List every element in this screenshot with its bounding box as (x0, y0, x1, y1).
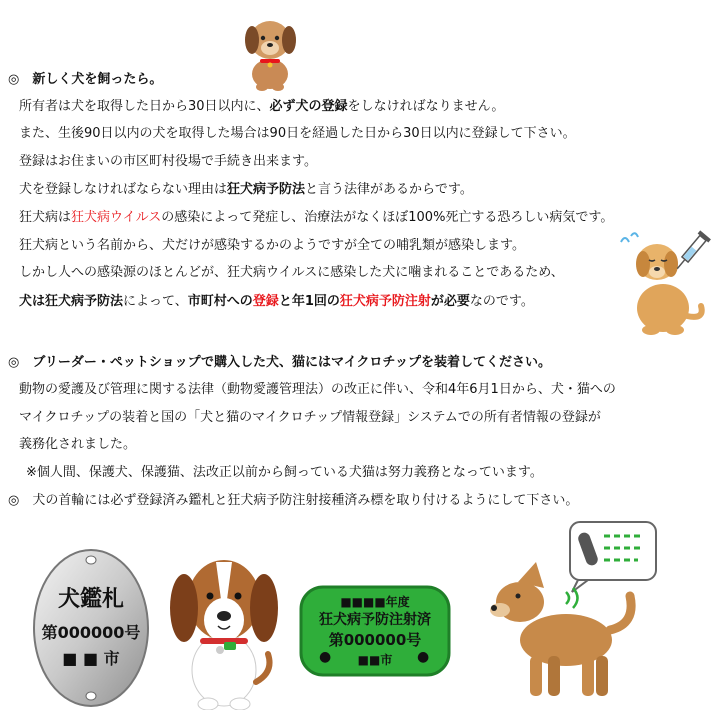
paragraph-line: 登録はお住まいの市区町村役場で手続き出来ます。 (19, 154, 317, 169)
license-tag-title: 犬鑑札 (57, 587, 124, 612)
paragraph-line: 犬を登録しなければならない理由は狂犬病予防法と言う法律があるからです。 (19, 182, 473, 197)
paragraph-line-emphasis: 犬は狂犬病予防法によって、市町村への登録と年1回の狂犬病予防注射が必要なのです。 (19, 294, 534, 309)
sick-dog-illustration (613, 228, 725, 336)
puppy-illustration (240, 14, 302, 92)
vaccine-tag (299, 585, 451, 677)
paragraph-line: マイクロチップの装着と国の「犬と猫のマイクロチップ情報登録」システムでの所有者情報の登録が (19, 410, 601, 425)
vaccine-tag-year: ■■■■年度 (340, 595, 410, 609)
section2-heading: ◎ ブリーダー・ペットショップで購入した犬、猫にはマイクロチップを装着してください。 (8, 355, 552, 370)
note-line: ※個人間、保護犬、保護猫、法改正以前から飼っている犬猫は努力義務となっています。 (26, 465, 543, 480)
bullet-line: ◎ 犬の首輪には必ず登録済み鑑札と狂犬病予防注射接種済み標を取り付けるようにして下さい。 (8, 493, 579, 508)
paw-icon: ● (319, 649, 332, 665)
paragraph-line: 狂犬病という名前から、犬だけが感染するかのようですが全ての哺乳類が感染します。 (19, 238, 525, 253)
license-tag-number: 第000000号 (41, 623, 141, 642)
paragraph-line: 狂犬病は狂犬病ウイルスの感染によって発症し、治療法がなくほぼ100%死亡する恐ろしい病気です。 (19, 210, 614, 225)
vaccine-tag-number: 第000000号 (328, 631, 422, 649)
paragraph-line: また、生後90日以内の犬を取得した場合は90日を経過した日から30日以内に登録して下さい。 (19, 126, 576, 141)
dog-license-tag (32, 548, 150, 708)
microchip-dog-illustration (478, 518, 664, 704)
license-tag-city: ■ ■ 市 (62, 649, 120, 668)
vaccine-tag-title: 狂犬病予防注射済 (319, 612, 431, 628)
paragraph-line: 動物の愛護及び管理に関する法律（動物愛護管理法）の改正に伴い、令和4年6月1日から、犬・猫への (19, 382, 616, 397)
section1-heading: ◎ 新しく犬を飼ったら。 (8, 72, 163, 87)
paragraph-line: しかし人への感染源のほとんどが、狂犬病ウイルスに感染した犬に噛まれることであるため、 (19, 265, 564, 280)
paw-icon: ● (417, 649, 430, 665)
beagle-illustration (164, 542, 282, 710)
vaccine-tag-city: ■■市 (357, 653, 393, 667)
paragraph-line: 所有者は犬を取得した日から30日以内に、必ず犬の登録をしなければなりません。 (19, 99, 505, 114)
paragraph-line: 義務化されました。 (19, 437, 137, 452)
